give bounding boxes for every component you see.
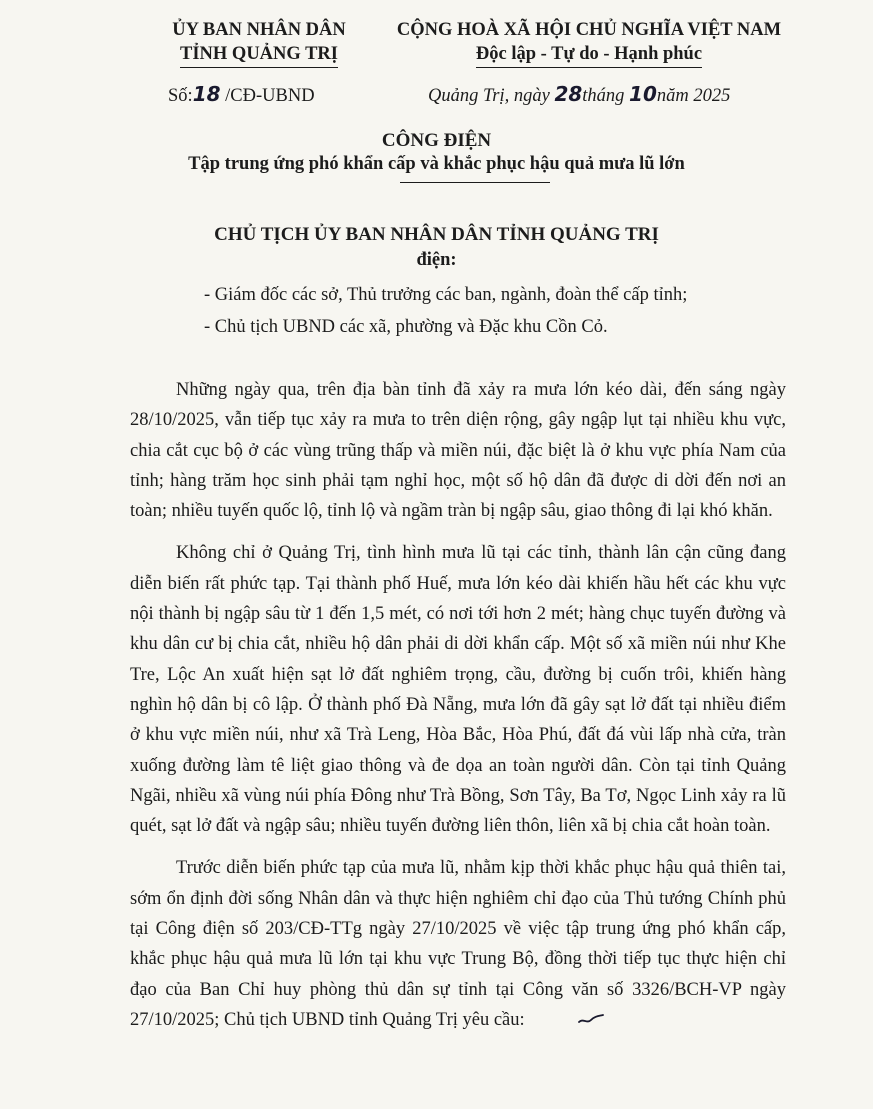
nation-line1: CỘNG HOÀ XÃ HỘI CHỦ NGHĨA VIỆT NAM (396, 20, 782, 40)
docno-suffix: /CĐ-UBND (220, 86, 315, 106)
agency-line2: TỈNH QUẢNG TRỊ (180, 42, 338, 68)
document-body (130, 375, 786, 1048)
date-day-handwritten: 28 (554, 82, 583, 106)
agency-line1: ỦY BAN NHÂN DÂN (172, 20, 346, 40)
docno-prefix: Số: (168, 86, 193, 106)
document-subtitle (0, 154, 873, 175)
recipient-2: - Chủ tịch UBND các xã, phường và Đặc khu Cồn Cỏ. (204, 317, 608, 337)
sender-title: CHỦ TỊCH ỦY BAN NHÂN DÂN TỈNH QUẢNG TRỊ (214, 224, 659, 245)
national-header (380, 18, 798, 68)
subtitle-text: Tập trung ứng phó khẩn cấp và khắc phục hậu quả mưa lũ lớn (188, 154, 685, 174)
nation-motto: Độc lập - Tự do - Hạnh phúc (476, 42, 702, 68)
document-number (168, 82, 315, 107)
document-title: CÔNG ĐIỆN (381, 130, 492, 151)
paragraph-3 (130, 853, 786, 1035)
recipient-1: - Giám đốc các sở, Thủ trưởng các ban, ngành, đoàn thể cấp tỉnh; (204, 285, 688, 305)
docno-handwritten: 18 (192, 82, 221, 106)
paragraph-1: Những ngày qua, trên địa bàn tỉnh đã xảy ra mưa lớn kéo dài, đến sáng ngày 28/10/2025, vẫn tiếp tục xảy ra mưa to trên diện rộng, gây ngập lụt tại nhiều khu vực, chia cắt cục bộ ở các vùng trũng thấp và miền núi, đặc biệt là ở khu vực phía Nam của tỉnh; hàng trăm học sinh phải tạm nghỉ học, một số hộ dân đã được di dời đến nơi an toàn; nhiều tuyến quốc lộ, tỉnh lộ và ngầm tràn bị ngập sâu, giao thông đi lại khó khăn. (130, 380, 786, 522)
dien-label: điện: (416, 250, 457, 270)
dateline (428, 82, 730, 107)
subtitle-underline (400, 182, 550, 183)
issuing-agency (150, 18, 368, 68)
date-place: Quảng Trị, ngày (428, 86, 555, 106)
paragraph-3-text: Trước diễn biến phức tạp của mưa lũ, nhằm kịp thời khắc phục hậu quả thiên tai, sớm ổn định đời sống Nhân dân và thực hiện nghiêm chỉ đạo của Thủ tướng Chính phủ tại Công điện số 203/CĐ-TTg ngày 27/10/2025 về việc tập trung ứng phó khẩn cấp, khắc phục hậu quả mưa lũ lớn tại khu vực Trung Bộ, đồng thời tiếp tục thực hiện chỉ đạo của Ban Chỉ huy phòng thủ dân sự tỉnh tại Công văn số 3326/BCH-VP ngày 27/10/2025; Chủ tịch UBND tỉnh Quảng Trị yêu cầu: (130, 858, 786, 1030)
date-month-handwritten: 10 (629, 82, 657, 106)
paragraph-2: Không chỉ ở Quảng Trị, tình hình mưa lũ tại các tỉnh, thành lân cận cũng đang diễn biến rất phức tạp. Tại thành phố Huế, mưa lớn kéo dài khiến hầu hết các khu vực nội thành bị ngập sâu từ 1 đến 1,5 mét, có nơi tới hơn 2 mét; hàng chục tuyến đường và khu dân cư bị chia cắt, nhiều hộ dân phải di dời khẩn cấp. Một số xã miền núi như Khe Tre, Lộc An xuất hiện sạt lở đất nghiêm trọng, cầu, đường bị cuốn trôi, khiến hàng nghìn hộ dân bị cô lập. Ở thành phố Đà Nẵng, mưa lớn đã gây sạt lở đất tại nhiều điểm ở khu vực miền núi, như xã Trà Leng, Hòa Bắc, Hòa Phú, đất đá vùi lấp nhà cửa, tràn xuống đường làm tê liệt giao thông và đe dọa an toàn người dân. Còn tại tỉnh Quảng Ngãi, nhiều xã vùng núi phía Đông như Trà Bồng, Sơn Tây, Ba Tơ, Ngọc Linh xảy ra lũ quét, sạt lở đất và ngập sâu; nhiều tuyến đường liên thôn, liên xã bị chia cắt hoàn toàn. (130, 543, 786, 837)
date-year-label: năm 2025 (656, 86, 731, 106)
handwritten-tick-icon (531, 1006, 605, 1036)
date-month-label: tháng (582, 86, 630, 106)
